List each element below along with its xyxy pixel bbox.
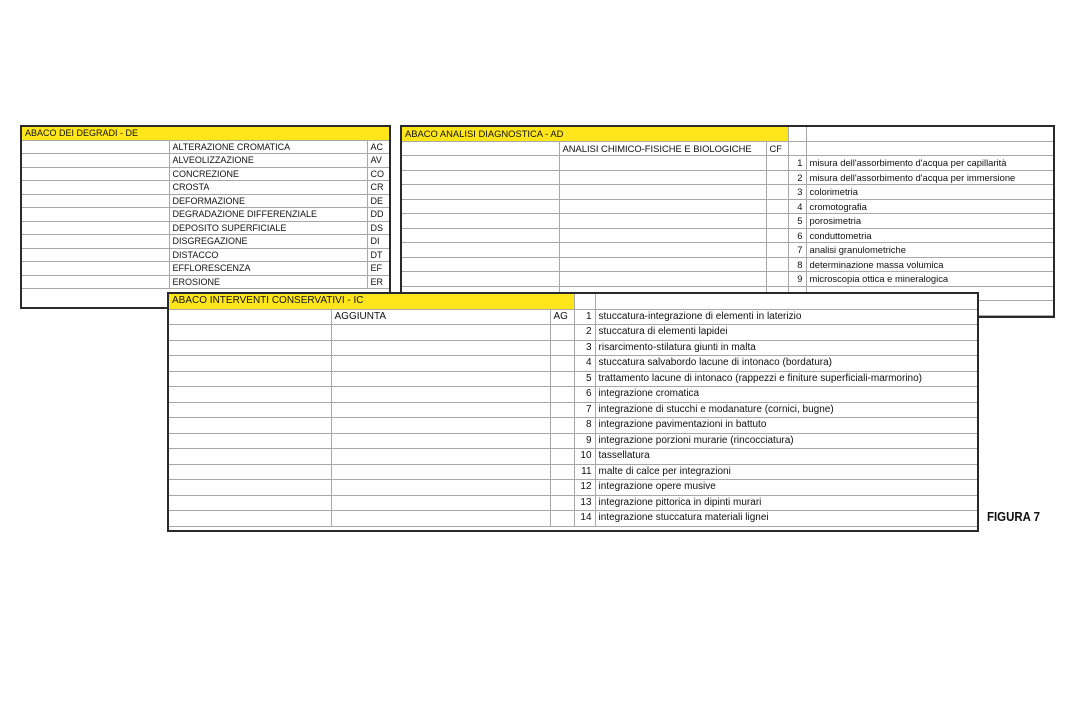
intervento-number: 10 bbox=[574, 449, 595, 465]
intervento-number: 1 bbox=[574, 309, 595, 325]
abaco-interventi-sheet bbox=[167, 292, 979, 532]
diagnostica-row bbox=[402, 156, 1053, 171]
degrado-code: DS bbox=[367, 221, 389, 235]
interventi-row bbox=[169, 511, 977, 527]
degrado-code: AV bbox=[367, 154, 389, 168]
empty-cell bbox=[402, 243, 559, 258]
empty-cell bbox=[331, 480, 550, 496]
intervento-text: trattamento lacune di intonaco (rappezzi e finiture superficiali-marmorino) bbox=[595, 371, 977, 387]
empty-cell bbox=[331, 464, 550, 480]
empty-cell bbox=[766, 185, 788, 200]
interventi-title: ABACO INTERVENTI CONSERVATIVI - IC bbox=[169, 294, 574, 309]
empty-cell bbox=[402, 272, 559, 287]
degrado-code: DI bbox=[367, 235, 389, 249]
degrado-code: DD bbox=[367, 208, 389, 222]
analisi-number: 5 bbox=[788, 214, 806, 229]
degrado-name: DEGRADAZIONE DIFFERENZIALE bbox=[169, 208, 367, 222]
interventi-row bbox=[169, 418, 977, 434]
empty-cell bbox=[169, 495, 331, 511]
analisi-text: misura dell'assorbimento d'acqua per capillarità bbox=[806, 156, 1053, 171]
empty-cell bbox=[22, 208, 169, 222]
empty-cell bbox=[402, 156, 559, 171]
intervento-number: 8 bbox=[574, 418, 595, 434]
diagnostica-row bbox=[402, 243, 1053, 258]
diagnostica-row bbox=[402, 228, 1053, 243]
empty-cell bbox=[402, 170, 559, 185]
analisi-number: 9 bbox=[788, 272, 806, 287]
empty-cell bbox=[169, 325, 331, 341]
degrado-name: ALVEOLIZZAZIONE bbox=[169, 154, 367, 168]
empty-cell bbox=[550, 495, 574, 511]
intervento-number: 14 bbox=[574, 511, 595, 527]
degrado-name: DEFORMAZIONE bbox=[169, 194, 367, 208]
empty-cell bbox=[169, 511, 331, 527]
empty-cell bbox=[331, 449, 550, 465]
empty-cell bbox=[331, 356, 550, 372]
intervento-number: 3 bbox=[574, 340, 595, 356]
diagnostica-row bbox=[402, 272, 1053, 287]
empty-cell bbox=[22, 140, 169, 154]
interventi-title-row bbox=[169, 294, 977, 309]
intervento-number: 6 bbox=[574, 387, 595, 403]
degrado-name: DEPOSITO SUPERFICIALE bbox=[169, 221, 367, 235]
interventi-row bbox=[169, 309, 977, 325]
empty-cell bbox=[550, 511, 574, 527]
degrado-code: CR bbox=[367, 181, 389, 195]
analisi-text: microscopia ottica e mineralogica bbox=[806, 272, 1053, 287]
diagnostica-code: CF bbox=[766, 141, 788, 156]
analisi-text: misura dell'assorbimento d'acqua per immersione bbox=[806, 170, 1053, 185]
empty-cell bbox=[169, 356, 331, 372]
empty-cell bbox=[22, 221, 169, 235]
interventi-row bbox=[169, 495, 977, 511]
empty-cell bbox=[22, 194, 169, 208]
empty-cell bbox=[22, 167, 169, 181]
empty-cell bbox=[559, 228, 766, 243]
empty-cell bbox=[331, 511, 550, 527]
degrado-code: DE bbox=[367, 194, 389, 208]
degradi-title-row bbox=[22, 127, 389, 140]
empty-cell bbox=[169, 309, 331, 325]
interventi-row bbox=[169, 449, 977, 465]
analisi-text: porosimetria bbox=[806, 214, 1053, 229]
degrado-name: DISGREGAZIONE bbox=[169, 235, 367, 249]
intervento-text: stuccatura-integrazione di elementi in laterizio bbox=[595, 309, 977, 325]
empty-cell bbox=[22, 181, 169, 195]
empty-cell bbox=[169, 402, 331, 418]
empty-cell bbox=[169, 464, 331, 480]
degrado-code: ER bbox=[367, 275, 389, 289]
intervento-text: integrazione opere musive bbox=[595, 480, 977, 496]
diagnostica-table bbox=[402, 127, 1053, 318]
degradi-row bbox=[22, 221, 389, 235]
analisi-text: colorimetria bbox=[806, 185, 1053, 200]
degradi-row bbox=[22, 140, 389, 154]
degradi-row bbox=[22, 154, 389, 168]
empty-cell bbox=[766, 228, 788, 243]
intervento-text: integrazione porzioni murarie (rincocciatura) bbox=[595, 433, 977, 449]
empty-cell bbox=[402, 141, 559, 156]
empty-cell bbox=[766, 272, 788, 287]
intervento-text: tassellatura bbox=[595, 449, 977, 465]
interventi-category: AGGIUNTA bbox=[331, 309, 550, 325]
degrado-name: CROSTA bbox=[169, 181, 367, 195]
empty-cell bbox=[169, 418, 331, 434]
intervento-text: integrazione di stucchi e modanature (cornici, bugne) bbox=[595, 402, 977, 418]
interventi-row bbox=[169, 371, 977, 387]
analisi-text: cromotografia bbox=[806, 199, 1053, 214]
analisi-text: conduttometria bbox=[806, 228, 1053, 243]
empty-cell bbox=[331, 325, 550, 341]
empty-cell bbox=[559, 185, 766, 200]
intervento-number: 4 bbox=[574, 356, 595, 372]
empty-cell bbox=[331, 418, 550, 434]
intervento-text: stuccatura salvabordo lacune di intonaco (bordatura) bbox=[595, 356, 977, 372]
empty-cell bbox=[559, 170, 766, 185]
diagnostica-title-row bbox=[402, 127, 1053, 141]
interventi-row bbox=[169, 356, 977, 372]
diagnostica-row bbox=[402, 170, 1053, 185]
degradi-row bbox=[22, 181, 389, 195]
figure-label: FIGURA 7 bbox=[987, 509, 1040, 524]
intervento-text: risarcimento-stilatura giunti in malta bbox=[595, 340, 977, 356]
interventi-row bbox=[169, 433, 977, 449]
interventi-row bbox=[169, 387, 977, 403]
empty-cell bbox=[402, 199, 559, 214]
degradi-row bbox=[22, 194, 389, 208]
empty-cell bbox=[402, 228, 559, 243]
empty-cell bbox=[331, 433, 550, 449]
empty-cell bbox=[402, 214, 559, 229]
interventi-row bbox=[169, 480, 977, 496]
empty-cell bbox=[550, 356, 574, 372]
empty-cell bbox=[766, 243, 788, 258]
empty-cell bbox=[806, 141, 1053, 156]
empty-cell bbox=[169, 449, 331, 465]
empty-cell bbox=[559, 272, 766, 287]
intervento-number: 12 bbox=[574, 480, 595, 496]
analisi-text: determinazione massa volumica bbox=[806, 257, 1053, 272]
diagnostica-title: ABACO ANALISI DIAGNOSTICA - AD bbox=[402, 127, 788, 141]
empty-cell bbox=[22, 262, 169, 276]
degradi-row bbox=[22, 235, 389, 249]
empty-cell bbox=[22, 235, 169, 249]
empty-cell bbox=[766, 156, 788, 171]
empty-cell bbox=[550, 340, 574, 356]
empty-cell bbox=[550, 371, 574, 387]
analisi-number: 1 bbox=[788, 156, 806, 171]
interventi-row bbox=[169, 340, 977, 356]
degrado-code: EF bbox=[367, 262, 389, 276]
empty-cell bbox=[766, 257, 788, 272]
analisi-number: 4 bbox=[788, 199, 806, 214]
empty-cell bbox=[550, 480, 574, 496]
empty-cell bbox=[559, 214, 766, 229]
intervento-number: 2 bbox=[574, 325, 595, 341]
degradi-row bbox=[22, 208, 389, 222]
intervento-number: 7 bbox=[574, 402, 595, 418]
diagnostica-row bbox=[402, 199, 1053, 214]
analisi-number: 3 bbox=[788, 185, 806, 200]
diagnostica-row bbox=[402, 214, 1053, 229]
degrado-code: AC bbox=[367, 140, 389, 154]
interventi-table bbox=[169, 294, 977, 527]
empty-cell bbox=[331, 387, 550, 403]
empty-cell bbox=[331, 495, 550, 511]
analisi-number: 2 bbox=[788, 170, 806, 185]
diagnostica-category-row bbox=[402, 141, 1053, 156]
intervento-text: integrazione cromatica bbox=[595, 387, 977, 403]
empty-cell bbox=[559, 199, 766, 214]
empty-cell bbox=[331, 402, 550, 418]
empty-cell bbox=[331, 340, 550, 356]
empty-cell bbox=[788, 141, 806, 156]
diagnostica-row bbox=[402, 257, 1053, 272]
intervento-number: 5 bbox=[574, 371, 595, 387]
degradi-row bbox=[22, 275, 389, 289]
degradi-row bbox=[22, 167, 389, 181]
intervento-text: stuccatura di elementi lapidei bbox=[595, 325, 977, 341]
empty-cell bbox=[559, 257, 766, 272]
analisi-number: 6 bbox=[788, 228, 806, 243]
empty-cell bbox=[331, 371, 550, 387]
degrado-name: EFFLORESCENZA bbox=[169, 262, 367, 276]
degrado-code: CO bbox=[367, 167, 389, 181]
empty-cell bbox=[22, 154, 169, 168]
degradi-row bbox=[22, 262, 389, 276]
empty-cell bbox=[169, 371, 331, 387]
empty-cell bbox=[559, 243, 766, 258]
empty-cell bbox=[22, 275, 169, 289]
empty-cell bbox=[169, 340, 331, 356]
degrado-name: EROSIONE bbox=[169, 275, 367, 289]
abaco-diagnostica-sheet bbox=[400, 125, 1055, 318]
empty-cell bbox=[550, 418, 574, 434]
interventi-row bbox=[169, 464, 977, 480]
degrado-name: CONCREZIONE bbox=[169, 167, 367, 181]
interventi-row bbox=[169, 325, 977, 341]
intervento-text: integrazione stuccatura materiali lignei bbox=[595, 511, 977, 527]
empty-cell bbox=[595, 294, 977, 309]
analisi-number: 7 bbox=[788, 243, 806, 258]
degradi-table bbox=[22, 127, 389, 289]
diagnostica-category: ANALISI CHIMICO-FISICHE E BIOLOGICHE bbox=[559, 141, 766, 156]
analisi-number: 8 bbox=[788, 257, 806, 272]
empty-cell bbox=[550, 464, 574, 480]
analisi-text: analisi granulometriche bbox=[806, 243, 1053, 258]
empty-cell bbox=[550, 402, 574, 418]
empty-cell bbox=[169, 433, 331, 449]
intervento-number: 11 bbox=[574, 464, 595, 480]
empty-cell bbox=[766, 214, 788, 229]
degradi-row bbox=[22, 248, 389, 262]
empty-cell bbox=[788, 127, 806, 141]
empty-cell bbox=[806, 127, 1053, 141]
empty-cell bbox=[766, 199, 788, 214]
empty-cell bbox=[550, 387, 574, 403]
empty-cell bbox=[402, 257, 559, 272]
empty-cell bbox=[169, 480, 331, 496]
empty-cell bbox=[550, 433, 574, 449]
intervento-text: malte di calce per integrazioni bbox=[595, 464, 977, 480]
degrado-name: DISTACCO bbox=[169, 248, 367, 262]
empty-cell bbox=[550, 325, 574, 341]
intervento-number: 9 bbox=[574, 433, 595, 449]
empty-cell bbox=[169, 387, 331, 403]
empty-cell bbox=[559, 156, 766, 171]
intervento-text: integrazione pittorica in dipinti murari bbox=[595, 495, 977, 511]
interventi-row bbox=[169, 402, 977, 418]
abaco-degradi-sheet bbox=[20, 125, 391, 309]
empty-cell bbox=[402, 185, 559, 200]
degrado-code: DT bbox=[367, 248, 389, 262]
empty-cell bbox=[550, 449, 574, 465]
diagnostica-row bbox=[402, 185, 1053, 200]
empty-cell bbox=[574, 294, 595, 309]
degradi-title: ABACO DEI DEGRADI - DE bbox=[22, 127, 389, 140]
degrado-name: ALTERAZIONE CROMATICA bbox=[169, 140, 367, 154]
interventi-code: AG bbox=[550, 309, 574, 325]
empty-cell bbox=[766, 170, 788, 185]
intervento-number: 13 bbox=[574, 495, 595, 511]
intervento-text: integrazione pavimentazioni in battuto bbox=[595, 418, 977, 434]
empty-cell bbox=[22, 248, 169, 262]
